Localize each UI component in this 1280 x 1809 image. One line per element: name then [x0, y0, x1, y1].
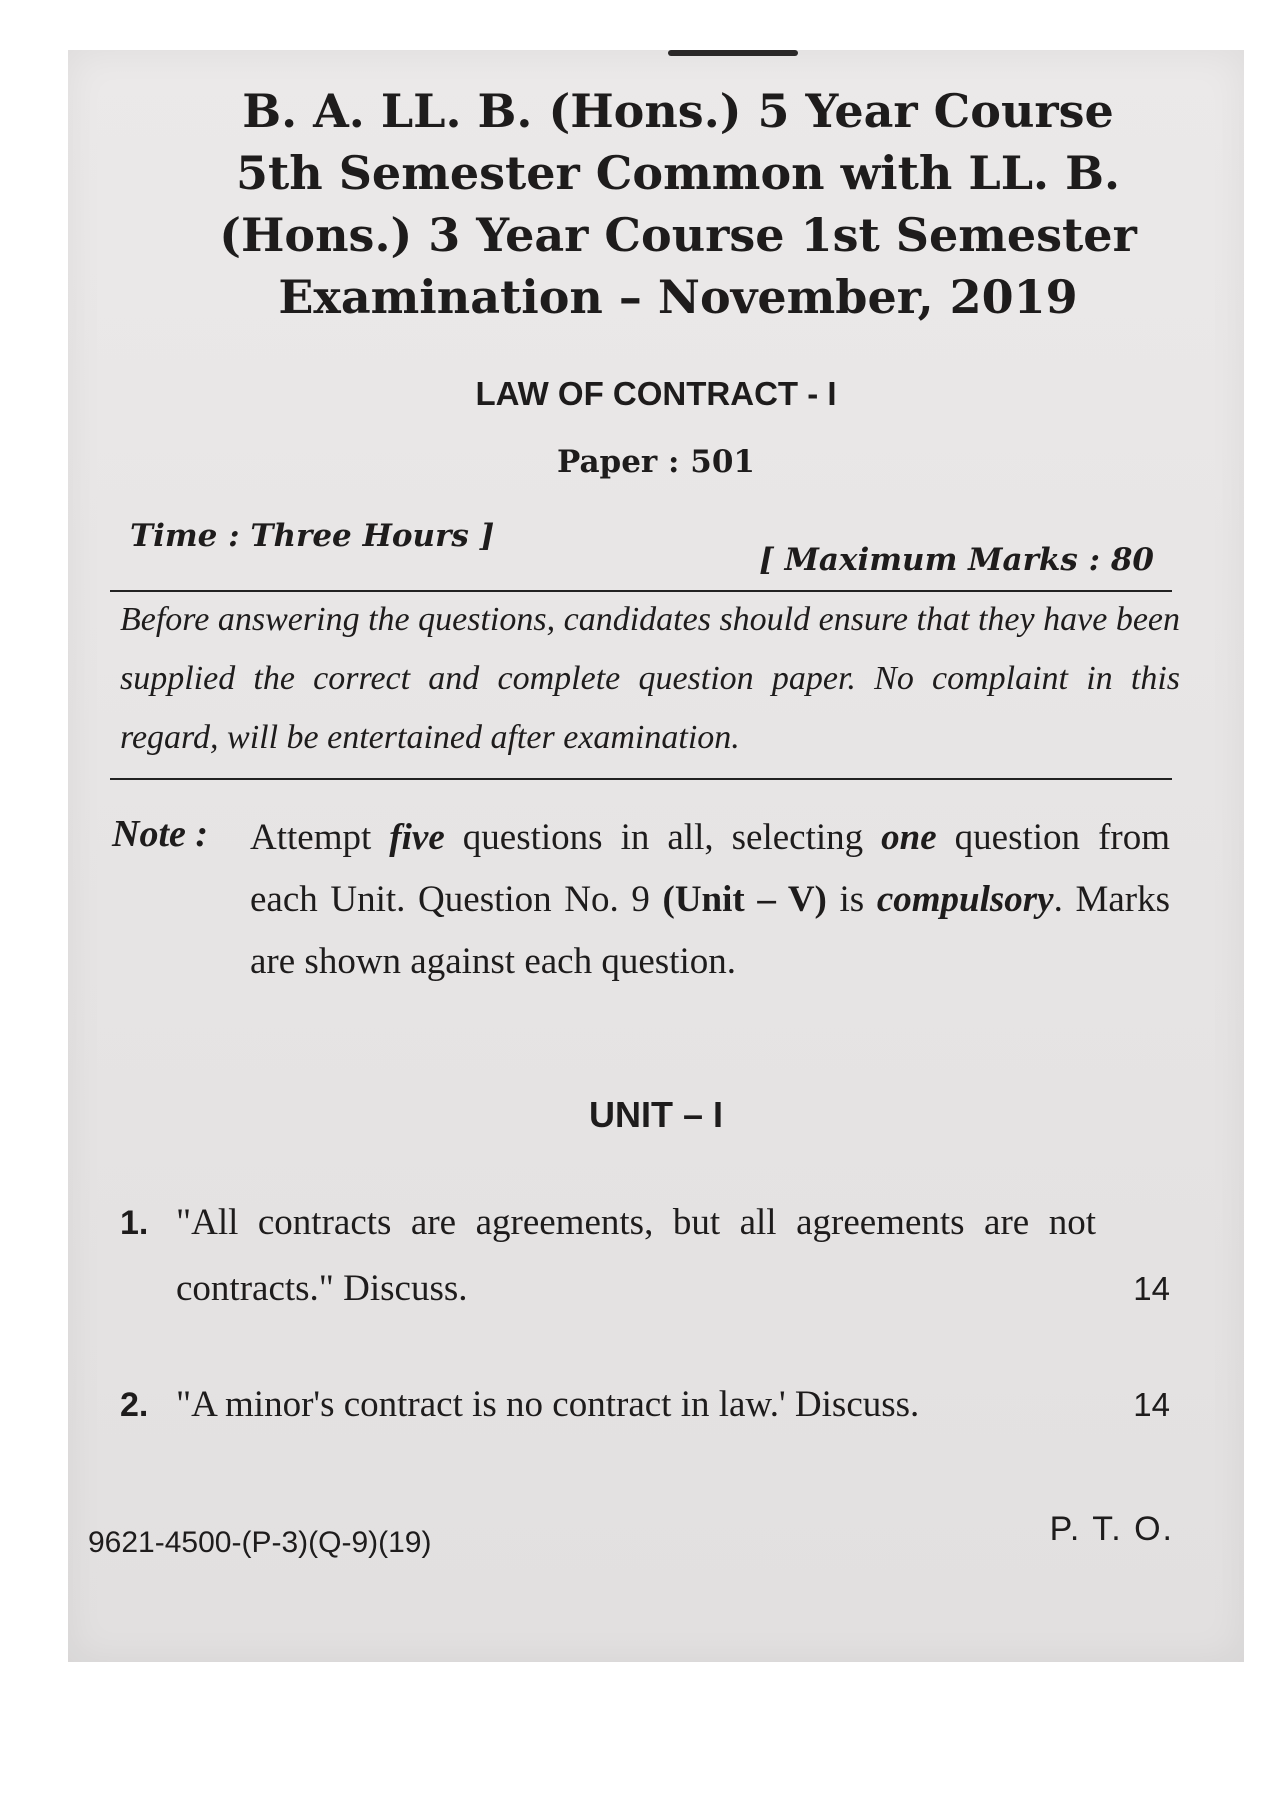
divider-bottom — [110, 778, 1172, 780]
question-paper — [68, 50, 1244, 1662]
top-edge-mark — [668, 50, 798, 56]
note-part: question from each Unit. Question No. 9 — [250, 817, 1171, 920]
question-text: "All contracts are agreements, but all agreements are not contracts." Discuss. — [176, 1202, 1096, 1309]
question-item — [120, 1372, 1170, 1442]
note-emphasis-one: one — [881, 817, 937, 858]
question-marks: 14 — [1133, 1270, 1170, 1307]
question-item — [120, 1190, 1170, 1330]
note-emphasis-compulsory: compulsory — [876, 879, 1054, 920]
exam-title — [198, 80, 1158, 328]
note-label: Note : — [112, 813, 209, 855]
title-line-1: B. A. LL. B. (Hons.) 5 Year Course — [242, 84, 1114, 138]
question-marks: 14 — [1133, 1386, 1170, 1423]
instructions-text: Before answering the questions, candidates should ensure that they have been supplied the correct and complete question paper. No complaint in this regard, will be entertained after examination. — [120, 601, 1180, 756]
note-part: Attempt — [250, 817, 390, 858]
note-part: . Marks are shown against each question. — [250, 879, 1171, 982]
note-emphasis-five: five — [389, 817, 445, 858]
question-number: 2. — [120, 1386, 149, 1424]
paper-code: 9621-4500-(P-3)(Q-9)(19) — [88, 1526, 432, 1559]
unit-heading: UNIT – I — [588, 1094, 723, 1135]
subject-title: LAW OF CONTRACT - I — [475, 375, 837, 412]
question-number: 1. — [120, 1204, 149, 1242]
paper-number: Paper : 501 — [556, 444, 756, 480]
title-line-3: (Hons.) 3 Year Course 1st Semester — [219, 208, 1137, 262]
note-unit-v: (Unit – V) — [662, 879, 827, 920]
title-line-4: Examination – November, 2019 — [278, 270, 1078, 324]
maximum-marks: [ Maximum Marks : 80 — [759, 542, 1154, 578]
title-line-2: 5th Semester Common with LL. B. — [236, 146, 1120, 200]
note-text — [250, 807, 1170, 993]
pto-label: P. T. O. — [1049, 1510, 1174, 1548]
note-part: questions in all, selecting — [444, 817, 882, 858]
question-text: "A minor's contract is no contract in law.' Discuss. — [176, 1384, 920, 1425]
note-part: is — [826, 879, 877, 920]
time-label: Time : Three Hours ] — [130, 518, 495, 554]
